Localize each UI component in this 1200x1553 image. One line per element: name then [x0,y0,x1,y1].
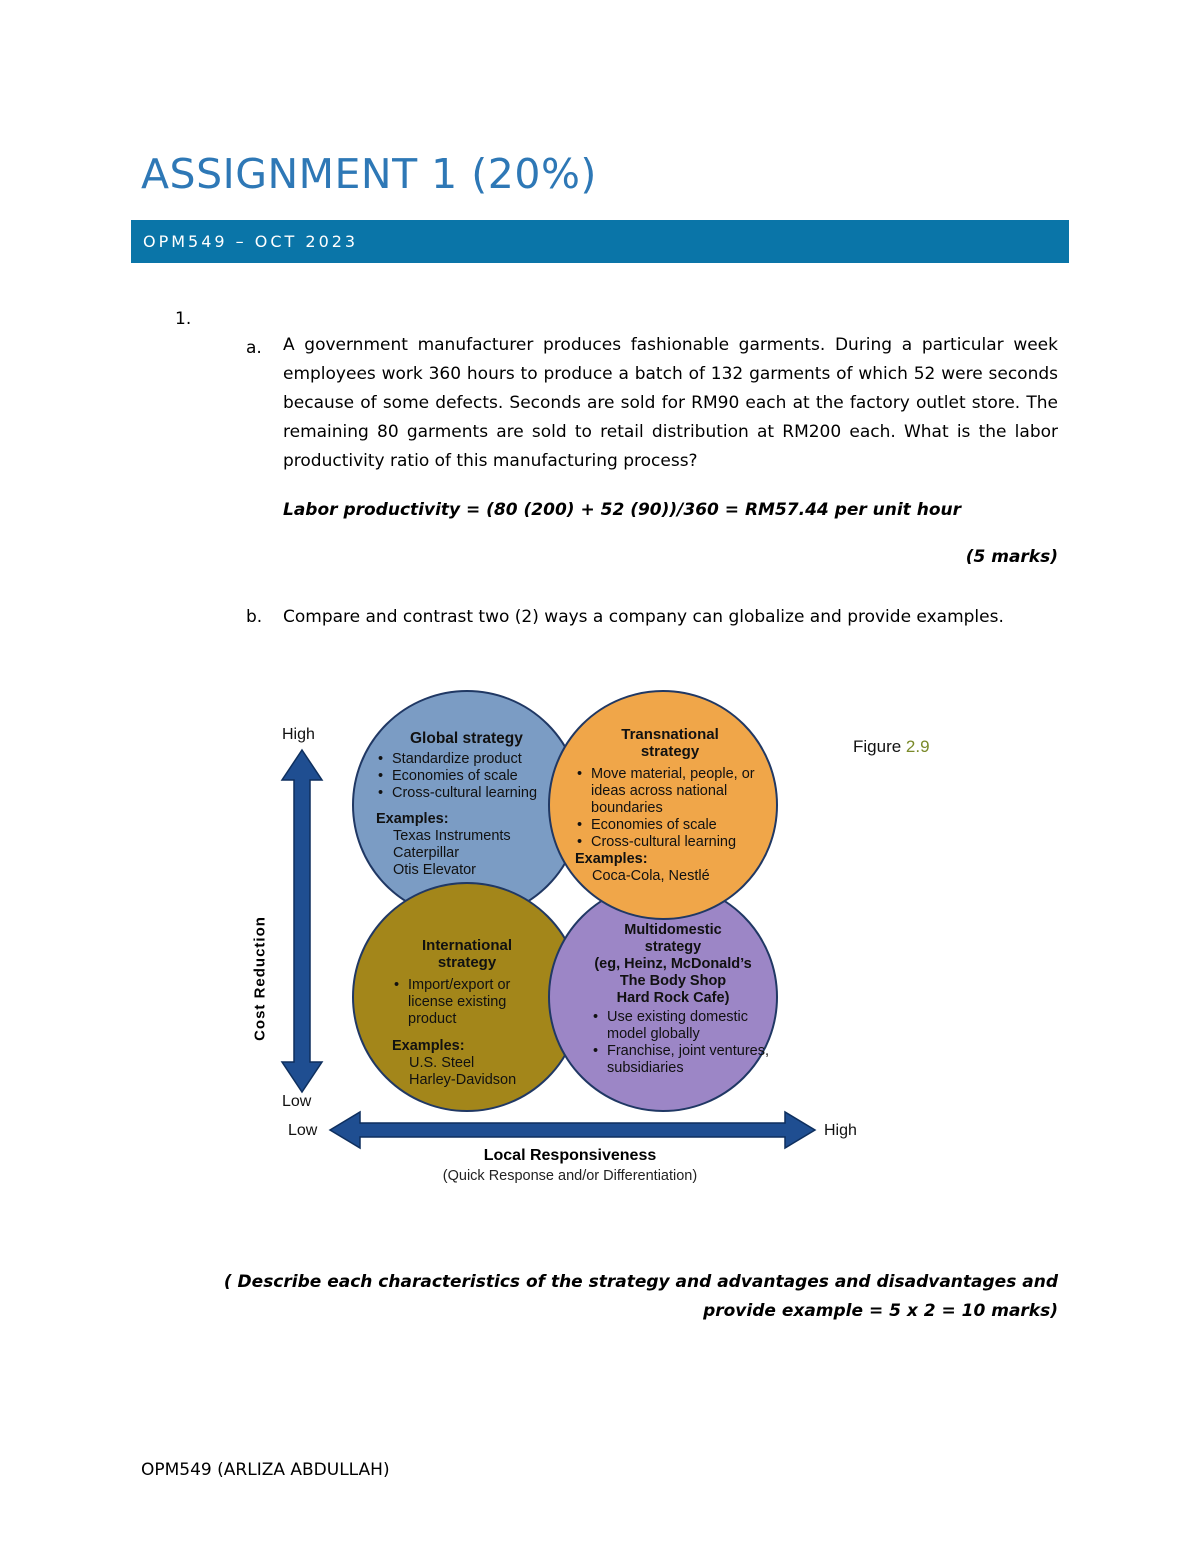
x-axis-title: Local Responsiveness [483,1147,657,1164]
part-b-question: Compare and contrast two (2) ways a company can globalize and provide examples. [283,607,1004,627]
x-axis-high-label: High [824,1122,857,1139]
y-axis-low-label: Low [282,1093,312,1110]
marking-instruction: ( Describe each characteristics of the strategy and advantages and disadvantages and provide example = 5 x 2 = 10 marks) [223,1272,1058,1321]
globalization-strategy-figure: High Low Low High Cost Reduction Local Responsiveness (Quick Response and/or Differentiation) Figure 2.9 Global strategy • Standardize product • Economies of scale • Cross-cultural learning Examples: Texas Instruments Caterpillar Otis Elevator Transnational strategy • Move material, people, or ideas across national boundaries • Economies of scale • Cross-cultural learning Examples: Coca-Cola, Nestlé International strategy • Import/export or license existing product Examples: U.S. Steel Harley-Davidson Multidomestic strategy (eg, Heinz, McDonald’s The Body Shop Hard Rock Cafe) • Use existing domestic model globally • Franchise, joint ventures, subsidiaries [240,690,960,1190]
x-axis-low-label: Low [288,1122,318,1139]
y-axis-high-label: High [282,726,315,743]
transnational-strategy-text: Transnational strategy • Move material, people, or ideas across national boundaries • Economies of scale • Cross-cultural learning Examples: Coca-Cola, Nestlé [575,726,765,885]
x-axis-subtitle: (Quick Response and/or Differentiation) [442,1168,698,1184]
page-footer: OPM549 (ARLIZA ABDULLAH) [141,1460,390,1480]
question-number: 1. [175,309,192,329]
vertical-arrow [282,750,322,1092]
global-strategy-text: Global strategy • Standardize product • Economies of scale • Cross-cultural learning Examples: Texas Instruments Caterpillar Otis Elevator [376,730,566,879]
part-b-label: b. [246,607,263,627]
course-banner [131,220,1069,263]
figure-caption: Figure 2.9 [853,737,930,756]
part-a-marks: (5 marks) [965,547,1058,567]
part-a-label: a. [246,338,262,358]
multidomestic-strategy-text: Multidomestic strategy (eg, Heinz, McDonald’s The Body Shop Hard Rock Cafe) • Use existing domestic model globally • Franchise, joint ventures, subsidiaries [573,922,773,1077]
part-a-question: A government manufacturer produces fashionable garments. During a particular week employees work 360 hours to produce a batch of 132 garments of which 52 were seconds because of some defects. Seconds are sold for RM90 each at the factory outlet store. The remaining 80 garments are sold to retail distribution at RM200 each. What is the labor productivity ratio of this manufacturing process? [283,335,1058,471]
part-a-answer: Labor productivity = (80 (200) + 52 (90))/360 = RM57.44 per unit hour [283,500,961,520]
horizontal-arrow [330,1112,815,1148]
international-strategy-text: International strategy • Import/export or license existing product Examples: U.S. Steel Harley-Davidson [392,937,542,1089]
course-code: OPM549 – OCT 2023 [143,232,359,251]
page-title: ASSIGNMENT 1 (20%) [141,150,597,198]
